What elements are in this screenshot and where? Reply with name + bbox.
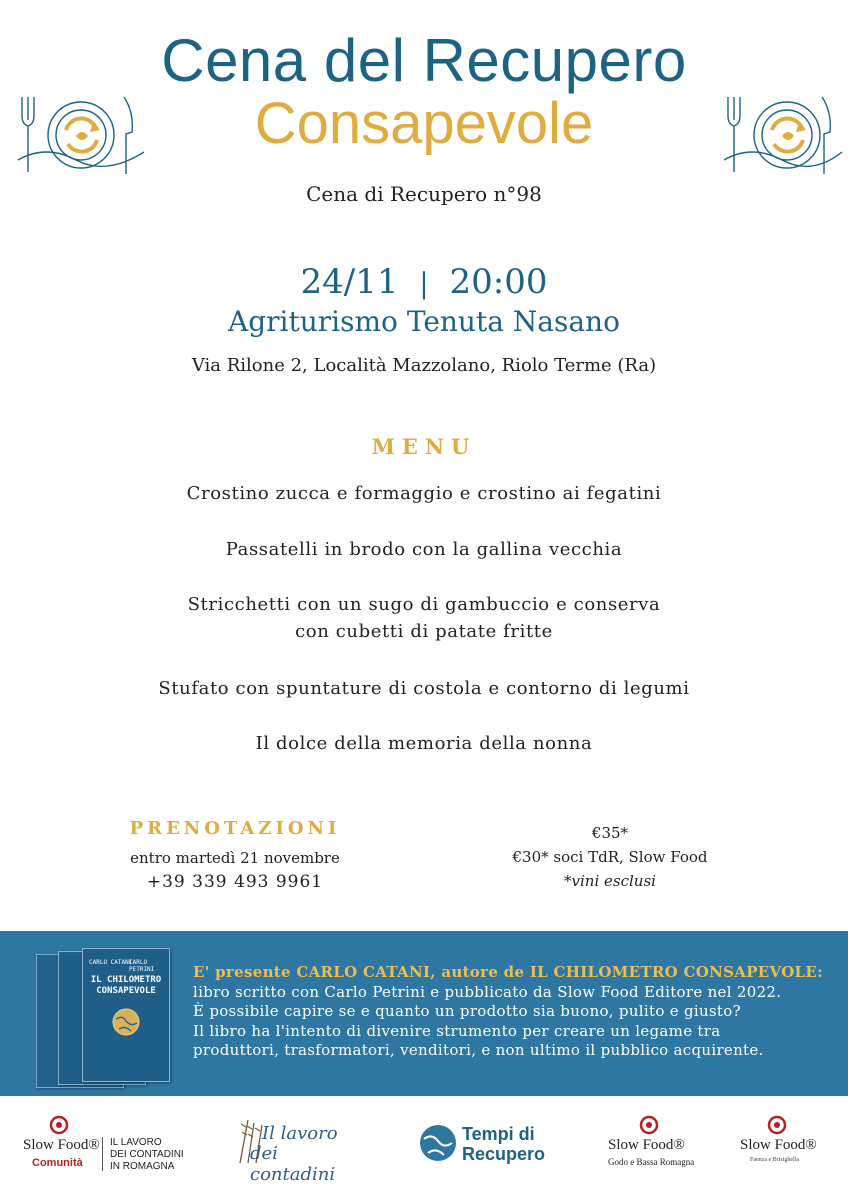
menu-item: Il dolce della memoria della nonna — [255, 733, 593, 754]
logo-slowfood-faenza — [738, 1115, 838, 1175]
globe-icon — [111, 1007, 141, 1037]
price-note: *vini esclusi — [564, 872, 656, 890]
logo5-sub: Faenza e Brisighella — [750, 1157, 799, 1163]
price-members: €30* soci TdR, Slow Food — [512, 848, 708, 866]
price-full: €35* — [591, 824, 629, 842]
author-highlight: E' presente CARLO CATANI, autore de IL CHILOMETRO CONSAPEVOLE: — [193, 963, 823, 981]
snail-icon — [638, 1115, 660, 1135]
event-address: Via Rilone 2, Località Mazzolano, Riolo Terme (Ra) — [191, 355, 657, 376]
booking-phone[interactable]: +39 339 493 9961 — [146, 872, 324, 892]
menu-item: Stufato con spuntature di costola e contorno di legumi — [158, 678, 690, 699]
logo5-name: Slow Food® — [740, 1137, 817, 1153]
menu-item-continued: con cubetti di patate fritte — [295, 621, 553, 642]
book-title: IL CHILOMETRO CONSAPEVOLE — [90, 975, 162, 996]
description-line: libro scritto con Carlo Petrini e pubblicato da Slow Food Editore nel 2022. — [193, 982, 782, 1001]
menu-item: Stricchetti con un sugo di gambuccio e conserva — [187, 594, 661, 615]
logo2-line2: dei contadini — [250, 1143, 336, 1185]
book-author-2: CARLO PETRINI — [129, 959, 155, 973]
menu-item: Crostino zucca e formaggio e crostino ai fegatini — [186, 483, 662, 504]
menu-item: Passatelli in brodo con la gallina vecchia — [225, 539, 623, 560]
logo3-text — [462, 1124, 545, 1164]
logo1-side-line: IL LAVORO — [110, 1137, 162, 1148]
logo3-line1: Tempi di — [462, 1124, 535, 1144]
menu-title: MENU — [371, 434, 477, 459]
booking-deadline: entro martedì 21 novembre — [130, 849, 340, 867]
description-line: Il libro ha l'intento di divenire strumento per creare un legame tra — [193, 1021, 721, 1040]
description-line: È possibile capire se e quanto un prodotto sia buono, pulito e giusto? — [193, 1002, 741, 1020]
logo1-side-line: DEI CONTADINI — [110, 1149, 184, 1160]
snail-icon — [766, 1115, 788, 1135]
globe-cutlery-icon — [418, 1123, 458, 1163]
logo-tempi-di-recupero — [418, 1115, 558, 1175]
event-date: 24/11 — [300, 262, 399, 302]
event-time: 20:00 — [449, 262, 548, 302]
event-subtitle: Cena di Recupero n°98 — [306, 182, 542, 206]
event-venue: Agriturismo Tenuta Nasano — [228, 305, 620, 338]
logo-lavoro-contadini — [228, 1115, 368, 1185]
book-cover-front — [82, 948, 170, 1082]
page-title: Cena del Recupero — [161, 27, 687, 94]
logo1-name: Slow Food® — [23, 1137, 100, 1153]
logo-slowfood-godo — [604, 1115, 714, 1175]
logo-slowfood-comunita — [18, 1115, 198, 1175]
logo4-name: Slow Food® — [608, 1137, 685, 1153]
logo3-line2: Recupero — [462, 1144, 546, 1164]
logo1-side-text — [110, 1137, 184, 1173]
datetime-separator: | — [419, 267, 429, 300]
snail-icon — [48, 1115, 70, 1135]
event-datetime — [0, 262, 848, 302]
logo-divider — [102, 1137, 103, 1171]
logo1-side-line: IN ROMAGNA — [110, 1161, 175, 1172]
logo4-sub: Godo e Bassa Romagna — [608, 1157, 695, 1167]
book-cover-stack — [36, 948, 186, 1088]
logo1-sub: Comunità — [32, 1157, 83, 1169]
book-author-1: CARLO CATANI — [89, 959, 133, 966]
booking-title: PRENOTAZIONI — [129, 818, 341, 839]
page-title-accent: Consapevole — [254, 91, 594, 156]
author-description — [193, 963, 833, 1061]
logo2-line1: Il lavoro — [262, 1123, 338, 1144]
description-line: produttori, trasformatori, venditori, e non ultimo il pubblico acquirente. — [193, 1041, 764, 1059]
